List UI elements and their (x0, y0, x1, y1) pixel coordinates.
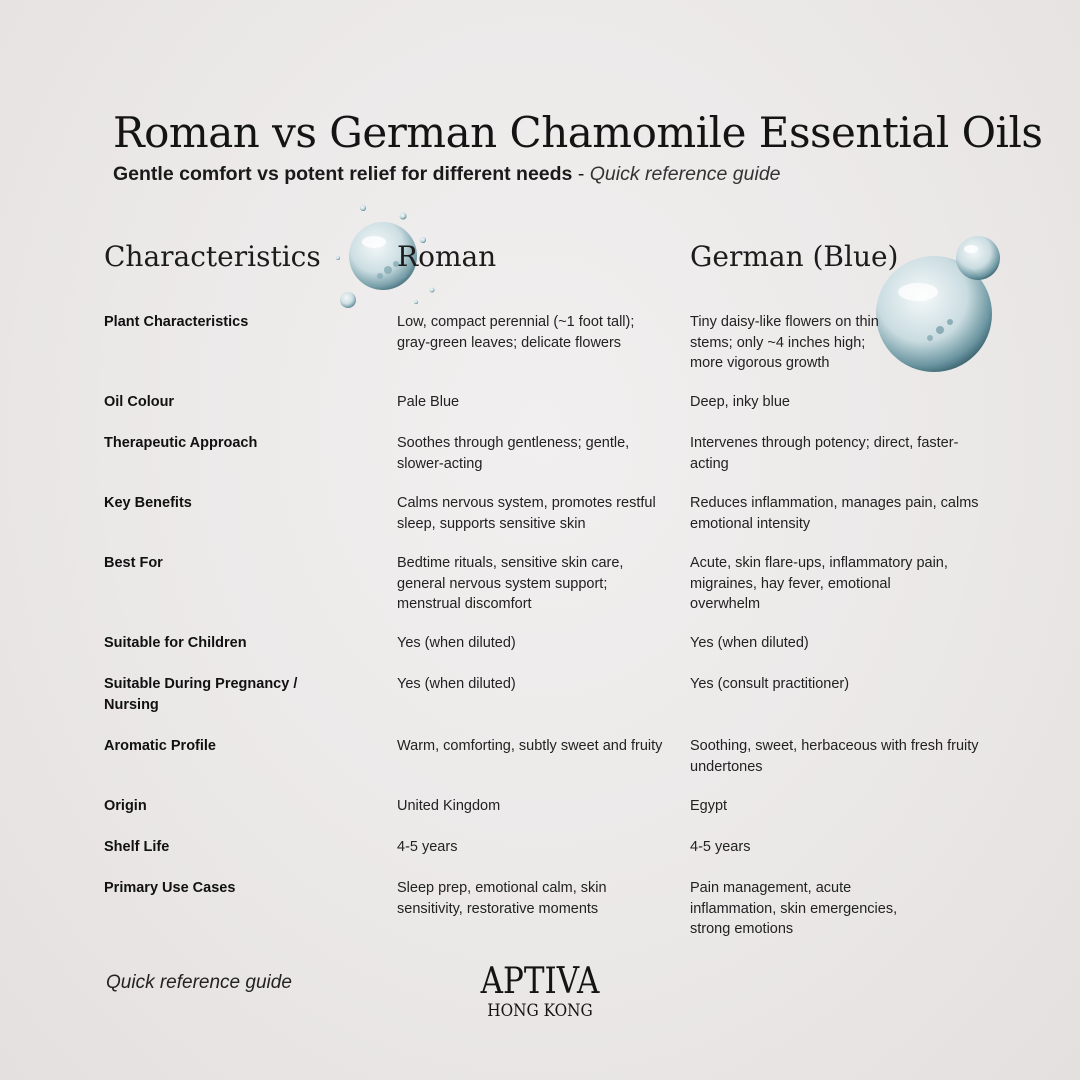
logo-location: HONG KONG (487, 1001, 593, 1021)
german-value: Intervenes through potency; direct, faster-acting (690, 435, 959, 472)
roman-value: 4-5 years (397, 839, 458, 855)
footer-note: Quick reference guide (106, 972, 292, 993)
german-value: Reduces inflammation, manages pain, calms emotional intensity (690, 495, 979, 532)
roman-value: Calms nervous system, promotes restful sleep, supports sensitive skin (397, 495, 656, 532)
german-value: Tiny daisy-like flowers on thin stems; only ~4 inches high; more vigorous growth (690, 314, 879, 371)
roman-value: United Kingdom (397, 798, 501, 814)
row-label: Suitable for Children (104, 635, 247, 651)
row-label: Key Benefits (104, 495, 192, 511)
german-value: Yes (consult practitioner) (690, 676, 850, 692)
roman-value: Bedtime rituals, sensitive skin care, general nervous system support; menstrual discomfort (397, 555, 624, 612)
row-label: Therapeutic Approach (104, 435, 258, 451)
roman-value: Warm, comforting, subtly sweet and fruity (397, 738, 663, 754)
german-value: Egypt (690, 798, 728, 814)
row-label: Oil Colour (104, 394, 175, 410)
german-value: 4-5 years (690, 839, 751, 855)
german-value: Deep, inky blue (690, 394, 790, 410)
subtitle-separator: - (572, 163, 590, 185)
column-header-roman: Roman (397, 240, 497, 273)
row-label: Aromatic Profile (104, 738, 216, 754)
column-header-german: German (Blue) (690, 240, 899, 273)
row-label: Suitable During Pregnancy / Nursing (104, 676, 298, 713)
column-header-characteristics: Characteristics (104, 240, 321, 273)
subtitle-emphasis: Quick reference guide (589, 163, 781, 185)
logo-wordmark: APTIVA (480, 961, 600, 1002)
roman-value: Soothes through gentleness; gentle, slower-acting (397, 435, 630, 472)
page-title: Roman vs German Chamomile Essential Oils (113, 108, 1043, 157)
german-value: Soothing, sweet, herbaceous with fresh fruity undertones (690, 738, 979, 775)
row-label: Primary Use Cases (104, 880, 236, 896)
roman-value: Yes (when diluted) (397, 635, 516, 651)
roman-value: Pale Blue (397, 394, 460, 410)
subtitle-strong: Gentle comfort vs potent relief for different needs (113, 163, 573, 185)
german-value: Acute, skin flare-ups, inflammatory pain, migraines, hay fever, emotional overwhelm (690, 555, 948, 612)
roman-value: Sleep prep, emotional calm, skin sensitivity, restorative moments (397, 880, 607, 917)
german-value: Yes (when diluted) (690, 635, 809, 651)
roman-value: Low, compact perennial (~1 foot tall); gray-green leaves; delicate flowers (397, 314, 635, 351)
row-label: Origin (104, 798, 147, 814)
german-value: Pain management, acute inflammation, skin emergencies, strong emotions (690, 880, 898, 937)
brand-logo (440, 962, 640, 1020)
row-label: Plant Characteristics (104, 314, 249, 330)
row-label: Shelf Life (104, 839, 170, 855)
page-subtitle (113, 163, 781, 186)
roman-value: Yes (when diluted) (397, 676, 516, 692)
row-label: Best For (104, 555, 163, 571)
